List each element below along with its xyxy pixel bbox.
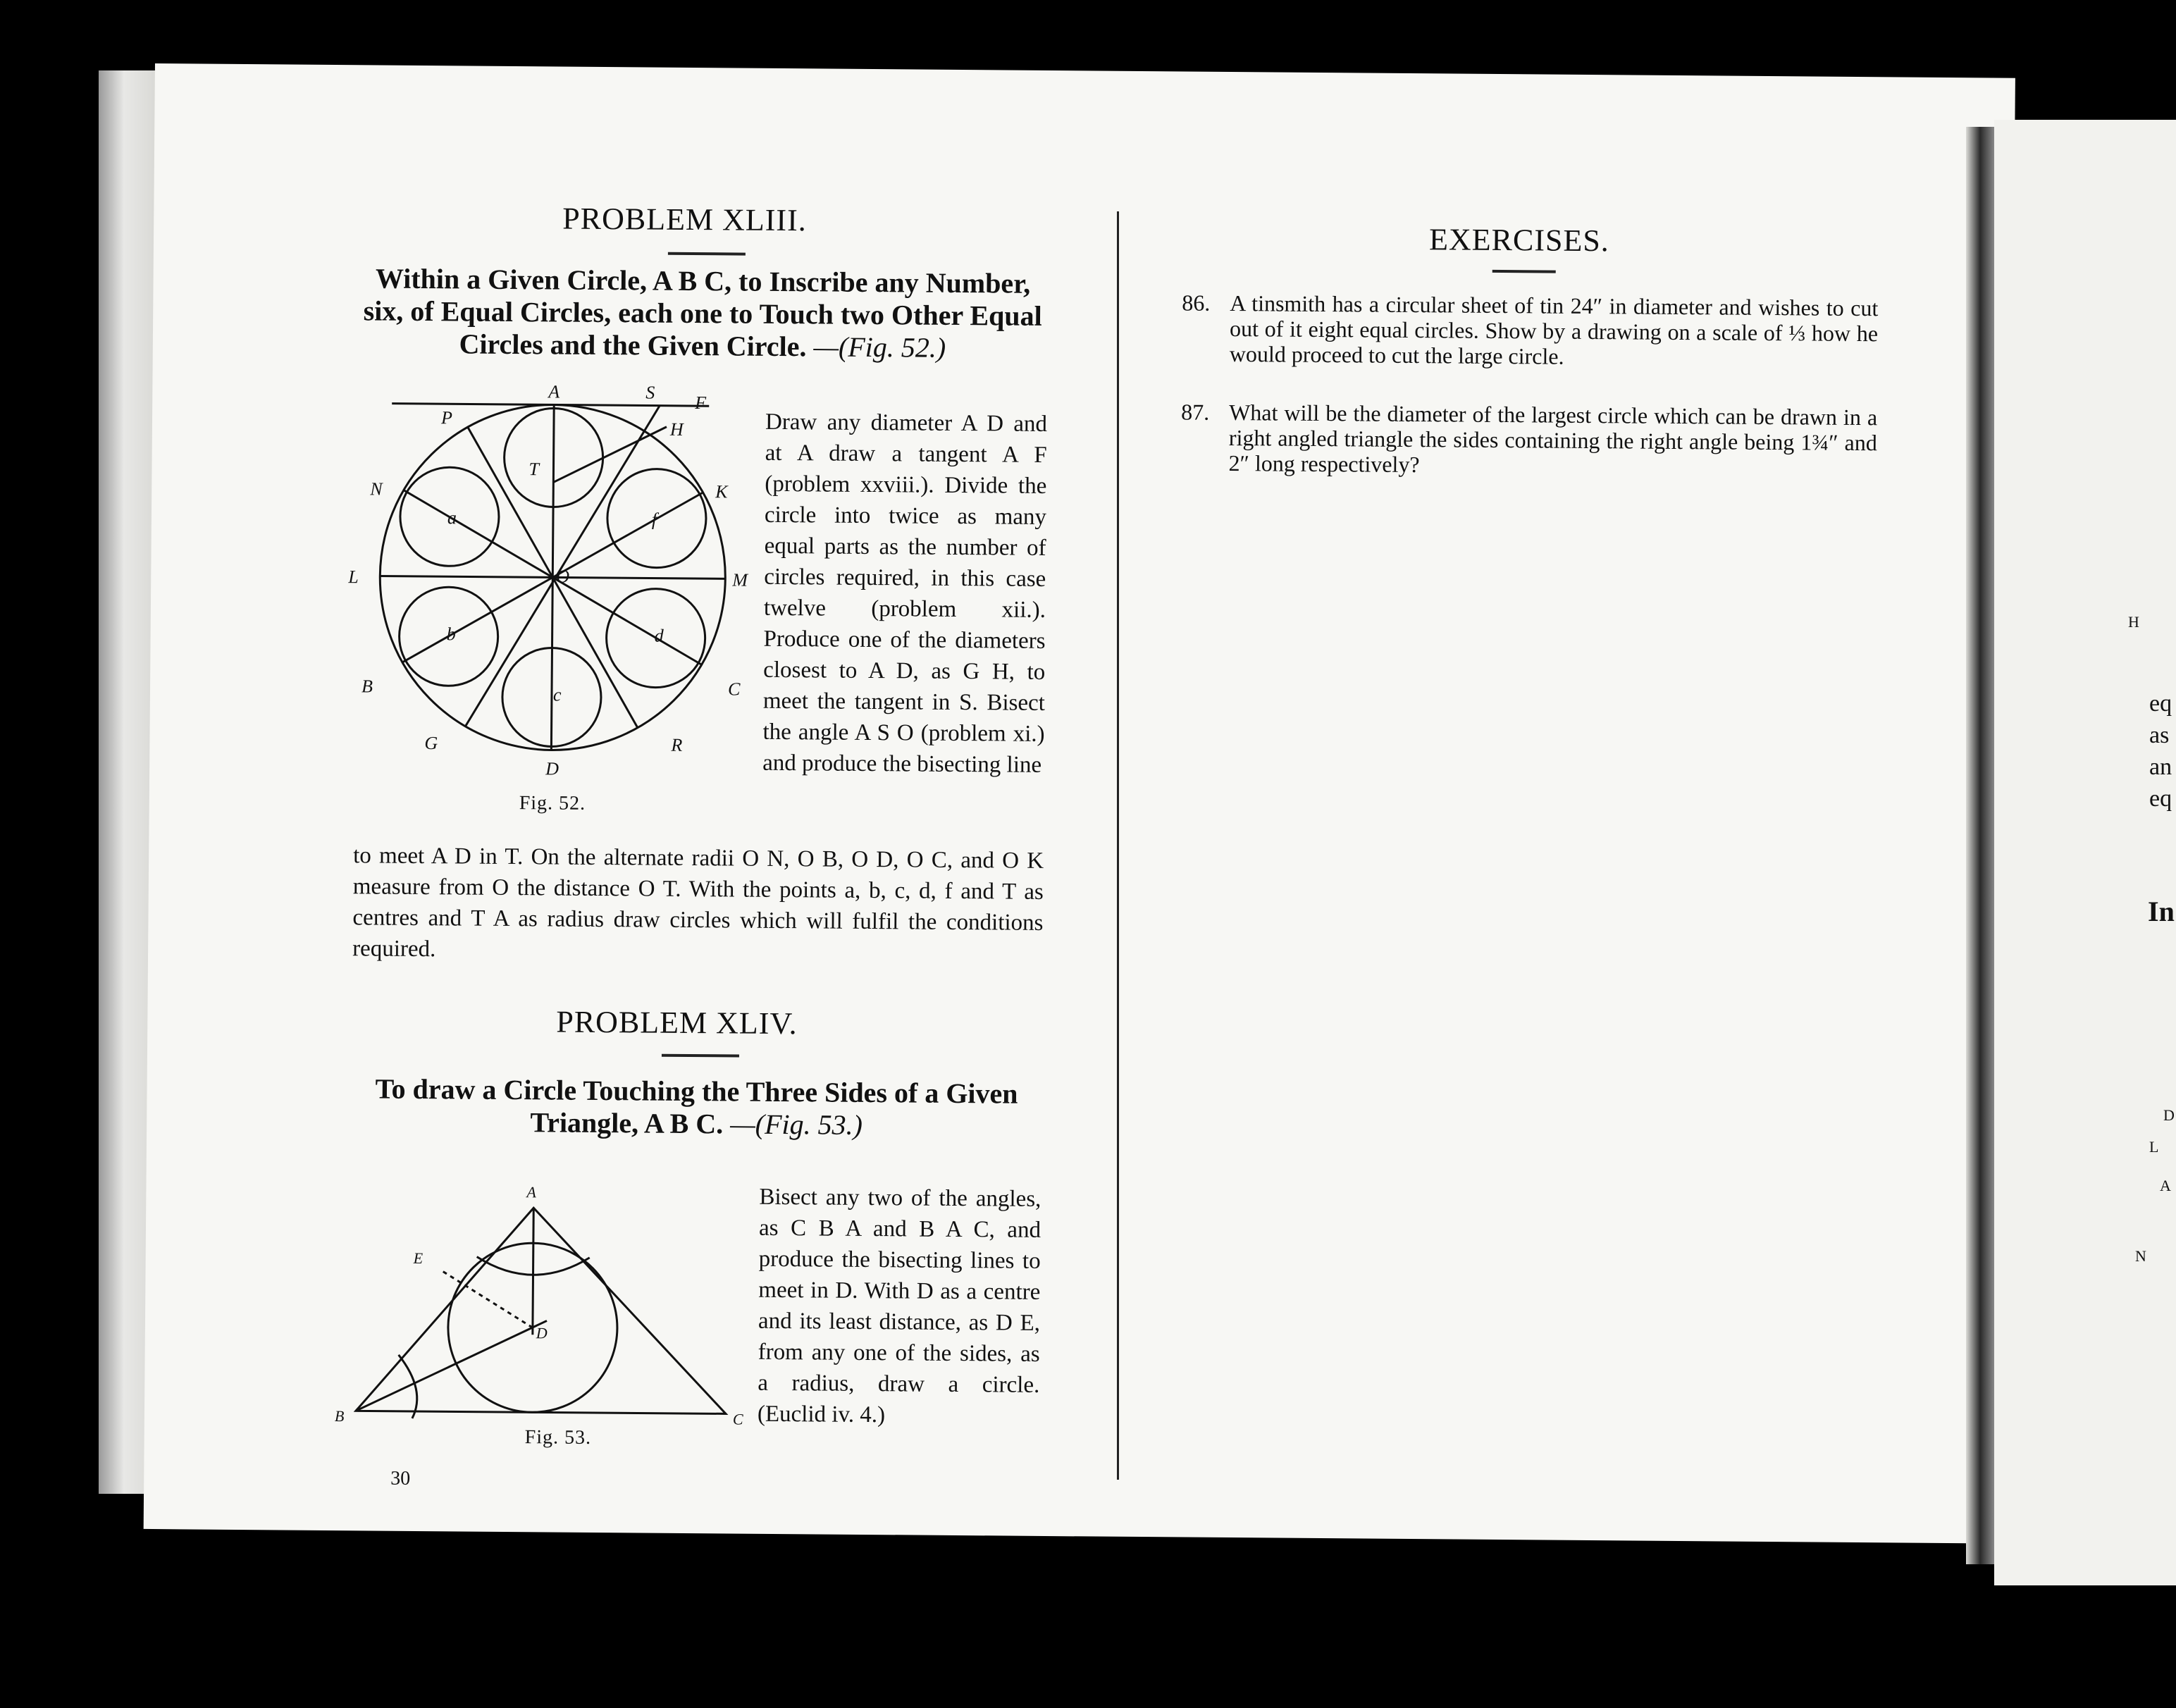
svg-text:C: C: [727, 679, 741, 700]
svg-text:E: E: [413, 1249, 424, 1268]
fragment-text: N: [2135, 1247, 2146, 1265]
svg-text:B: B: [334, 1407, 345, 1425]
fig-reference: —(Fig. 53.): [730, 1108, 863, 1141]
svg-text:K: K: [715, 481, 728, 502]
fragment-text: H: [2128, 613, 2139, 631]
svg-text:M: M: [732, 569, 748, 590]
fragment-text: L: [2149, 1138, 2159, 1156]
svg-text:f: f: [651, 509, 657, 530]
figure-53-caption: Fig. 53.: [524, 1426, 592, 1449]
svg-text:T: T: [528, 459, 540, 480]
exercise-87: [1180, 399, 1886, 489]
svg-text:b: b: [446, 624, 456, 645]
svg-text:c: c: [552, 684, 562, 705]
fragment-text: In: [2148, 896, 2175, 927]
problem-44-title: To draw a Circle Touching the Three Sides of a Given Triangle, A B C. —(Fig. 53.): [375, 1072, 1018, 1141]
problem-43-body-full: to meet A D in T. On the alternate radii O N, O B, O D, O C, and O K measure from O the distance O T. With the points a, b, c, d, f and T as centres and T A as radius draw circles which will fulfil the conditions required.: [352, 843, 1044, 963]
heading-rule: [668, 252, 746, 256]
problem-43-title: Within a Given Circle, A B C, to Inscribe any Number, six, of Equal Circles, each one to Touch two Other Equal Circles and the Given Circle. —(Fig. 52.): [363, 262, 1042, 364]
problem-44-heading: PROBLEM XLIV.: [556, 1004, 798, 1041]
svg-text:R: R: [671, 734, 683, 755]
svg-text:A: A: [526, 1183, 536, 1201]
page-number: 30: [390, 1467, 411, 1490]
svg-text:A: A: [548, 381, 560, 402]
figure-53: [335, 1178, 760, 1428]
problem-44-body: Bisect any two of the angles, as C B A and B A C, and produce the bisecting lines to meet in D. With D as a centre and its least distance, as D E, from any one of the sides, as a radius, draw a circle. (Euclid iv. 4.): [757, 1184, 1041, 1428]
fig-reference: —(Fig. 52.): [813, 330, 946, 364]
fragment-text: D: [2163, 1106, 2175, 1124]
fragment-text: eq: [2149, 691, 2172, 717]
fragment-text: an: [2149, 754, 2172, 780]
svg-text:G: G: [424, 733, 438, 754]
exercise-text: What will be the diameter of the largest circle which can be drawn in a right angled triangle the sides containing the right angle being 1¾″ and 2″ long respectively?: [1228, 399, 1878, 478]
fragment-text: as: [2149, 722, 2170, 748]
fragment-text: eq: [2149, 786, 2172, 812]
fragment-text: A: [2160, 1177, 2171, 1194]
page-divider: [1117, 211, 1119, 1480]
exercise-number: 87.: [1181, 399, 1210, 425]
exercises-heading: EXERCISES.: [1428, 222, 1609, 259]
figure-52-caption: Fig. 52.: [519, 792, 586, 815]
svg-text:L: L: [348, 567, 359, 588]
svg-text:H: H: [669, 419, 684, 440]
svg-text:d: d: [654, 625, 664, 646]
next-page-fragment: [1994, 120, 2176, 1585]
problem-43-heading: PROBLEM XLIII.: [562, 201, 807, 238]
svg-text:C: C: [732, 1410, 743, 1428]
svg-text:F: F: [695, 392, 707, 414]
tangent-line: [392, 404, 709, 407]
svg-text:D: D: [545, 758, 560, 779]
svg-text:a: a: [447, 507, 457, 528]
svg-text:S: S: [645, 382, 655, 403]
figure-52: [347, 381, 758, 794]
svg-text:B: B: [361, 676, 373, 697]
svg-text:P: P: [440, 407, 453, 428]
heading-rule: [1492, 270, 1556, 273]
heading-rule: [662, 1054, 739, 1058]
book-spread: [144, 63, 2015, 1544]
exercise-text: A tinsmith has a circular sheet of tin 24″ in diameter and wishes to cut out of it eight equal circles. Show by a drawing on a scale of ⅓ how he would proceed to cut the large circle.: [1229, 290, 1879, 369]
exercise-number: 86.: [1182, 290, 1211, 316]
svg-text:D: D: [536, 1324, 548, 1342]
svg-text:O: O: [556, 566, 570, 587]
problem-43-body-side: Draw any diameter A D and at A draw a tangent A F (problem xxviii.). Divide the circle into twice as many equal parts as the number of circles required, in this case twelve (problem xii.). Produce one of the diameters closest to A D, as G H, to meet the tangent in S. Bisect the angle A S O (problem xi.) and produce the bisecting line: [762, 409, 1048, 778]
svg-text:N: N: [370, 478, 383, 500]
triangle: [356, 1206, 727, 1413]
book-gutter: [1966, 127, 1994, 1564]
exercise-86: [1181, 290, 1886, 401]
